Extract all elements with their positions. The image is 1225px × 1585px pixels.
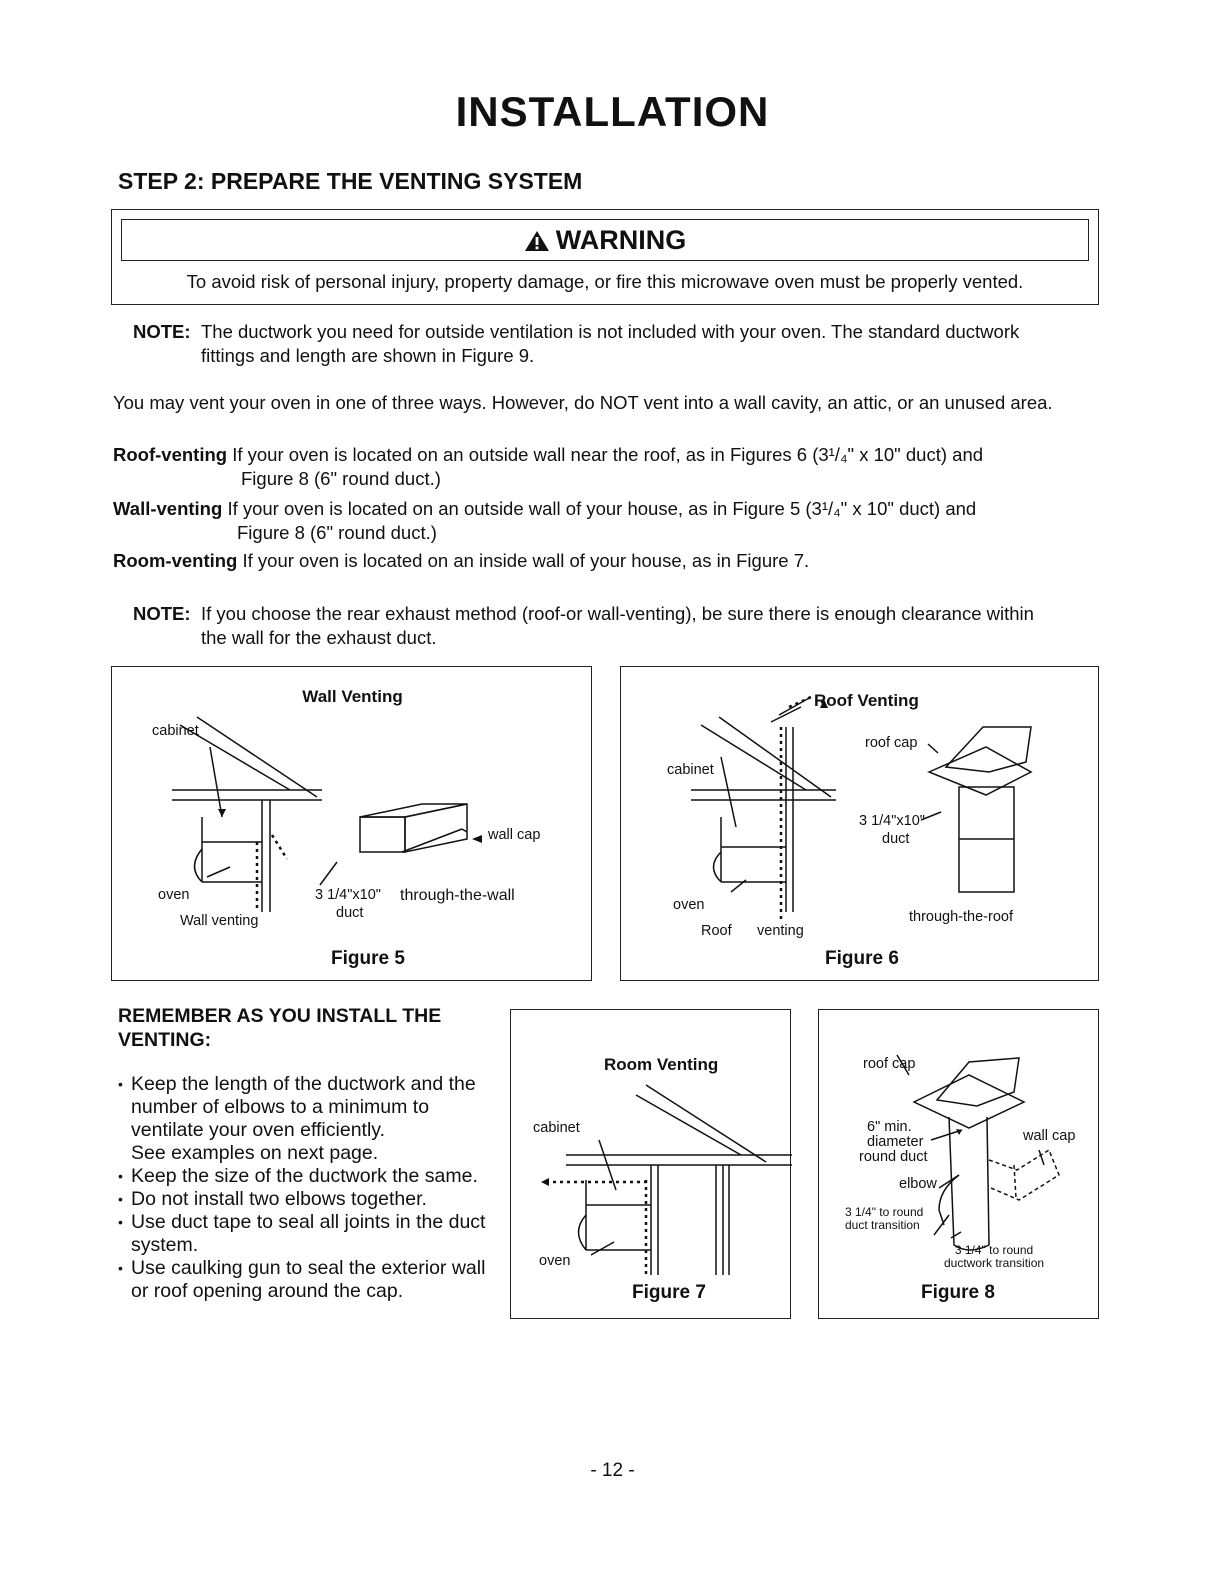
label-line: 3 1/4" to round bbox=[954, 1243, 1034, 1257]
figure-title: Room Venting bbox=[604, 1055, 719, 1074]
label-duct-size: 3 1/4"x10" bbox=[859, 813, 925, 829]
list-item-line: system. bbox=[131, 1234, 199, 1256]
figure-8-round-duct bbox=[818, 1009, 1099, 1319]
figure-5-wall-venting bbox=[111, 666, 592, 981]
figure-title: Wall Venting bbox=[302, 687, 403, 706]
label-through-the-wall: through-the-wall bbox=[400, 887, 515, 904]
label-oven: oven bbox=[539, 1253, 571, 1269]
label-cabinet: cabinet bbox=[533, 1120, 580, 1136]
label-oven: oven bbox=[673, 897, 705, 913]
list-item-line: or roof opening around the cap. bbox=[131, 1280, 404, 1302]
list-item bbox=[118, 1165, 513, 1188]
method-wall-line2: Figure 8 (6" round duct.) bbox=[237, 522, 437, 543]
label-duct: duct bbox=[336, 905, 364, 921]
label-through-the-roof: through-the-roof bbox=[909, 909, 1013, 925]
round-duct-diagram bbox=[819, 1010, 1100, 1320]
list-item bbox=[118, 1073, 513, 1165]
list-item-line: • Keep the size of the ductwork the same. bbox=[131, 1165, 478, 1187]
list-item-line: • Use caulking gun to seal the exterior wall bbox=[131, 1257, 486, 1279]
note-text-line1: The ductwork you need for outside ventilation is not included with your oven. The standard ductwork bbox=[201, 321, 1020, 342]
method-roof-line2: Figure 8 (6" round duct.) bbox=[241, 468, 441, 489]
label-roof: Roof bbox=[701, 923, 732, 939]
remember-heading bbox=[118, 1004, 441, 1052]
figure-label: Figure 5 bbox=[331, 948, 405, 969]
label-line: 3 1/4" to round bbox=[845, 1205, 924, 1219]
figure-label: Figure 7 bbox=[632, 1282, 706, 1303]
method-desc: If your oven is located on an inside wall of your house, as in Figure 7. bbox=[242, 550, 810, 571]
warning-text: To avoid risk of personal injury, property damage, or fire this microwave oven must be properly vented. bbox=[186, 271, 1024, 292]
note-label: NOTE: bbox=[133, 321, 191, 342]
method-room bbox=[113, 548, 809, 573]
label-roof-cap: roof cap bbox=[863, 1056, 916, 1072]
label-venting: venting bbox=[757, 923, 804, 939]
label-line: 6" min. bbox=[867, 1119, 912, 1135]
method-term: Roof-venting bbox=[113, 444, 228, 465]
label-wall-venting: Wall venting bbox=[180, 913, 259, 929]
label-roof-cap: roof cap bbox=[865, 735, 918, 751]
method-roof bbox=[113, 442, 983, 467]
label-round-duct bbox=[859, 1119, 928, 1165]
step-heading: STEP 2: PREPARE THE VENTING SYSTEM bbox=[118, 168, 583, 194]
warning-heading: WARNING bbox=[555, 225, 687, 255]
warning-triangle-icon bbox=[524, 230, 550, 252]
label-ductwork-transition bbox=[944, 1244, 1044, 1270]
remember-heading-line2: VENTING: bbox=[118, 1029, 212, 1051]
intro-paragraph: You may vent your oven in one of three ways. However, do NOT vent into a wall cavity, an attic, or an unused area. bbox=[113, 392, 1053, 413]
list-item-line: number of elbows to a minimum to bbox=[131, 1096, 430, 1118]
page-title: INSTALLATION bbox=[455, 88, 770, 135]
list-item bbox=[118, 1188, 513, 1211]
wall-venting-diagram bbox=[112, 667, 593, 982]
figure-label: Figure 6 bbox=[825, 948, 899, 969]
label-line: diameter bbox=[867, 1134, 924, 1150]
list-item-line: • Keep the length of the ductwork and the bbox=[131, 1073, 476, 1095]
list-item bbox=[118, 1211, 513, 1257]
page-number: - 12 - bbox=[590, 1460, 635, 1481]
label-elbow: elbow bbox=[899, 1176, 937, 1192]
label-line: duct transition bbox=[845, 1218, 920, 1232]
label-line: round duct bbox=[859, 1149, 928, 1165]
list-item bbox=[118, 1257, 513, 1303]
label-cabinet: cabinet bbox=[667, 762, 714, 778]
note-text-line2: fittings and length are shown in Figure 9. bbox=[201, 345, 535, 366]
label-duct: duct bbox=[882, 831, 910, 847]
list-item-line: See examples on next page. bbox=[131, 1142, 379, 1164]
method-desc: If your oven is located on an outside wall near the roof, as in Figures 6 (3¹/₄" x 10" duct) and bbox=[232, 444, 984, 465]
figure-7-room-venting bbox=[510, 1009, 791, 1319]
label-cabinet: cabinet bbox=[152, 723, 199, 739]
label-wall-cap: wall cap bbox=[488, 827, 541, 843]
list-item-line: • Use duct tape to seal all joints in the duct bbox=[131, 1211, 486, 1233]
method-term: Wall-venting bbox=[113, 498, 223, 519]
label-oven: oven bbox=[158, 887, 190, 903]
warning-header bbox=[121, 219, 1089, 261]
note2-text-line2: the wall for the exhaust duct. bbox=[201, 627, 437, 648]
note2-text-line1: If you choose the rear exhaust method (roof-or wall-venting), be sure there is enough clearance within bbox=[201, 603, 1034, 624]
method-term: Room-venting bbox=[113, 550, 238, 571]
list-item-line: ventilate your oven efficiently. bbox=[131, 1119, 386, 1141]
label-duct-size: 3 1/4"x10" bbox=[315, 887, 381, 903]
remember-list bbox=[118, 1073, 513, 1303]
label-line: ductwork transition bbox=[944, 1256, 1045, 1270]
list-item-line: • Do not install two elbows together. bbox=[131, 1188, 427, 1210]
label-wall-cap: wall cap bbox=[1023, 1128, 1076, 1144]
label-duct-transition bbox=[845, 1206, 923, 1232]
note2-label: NOTE: bbox=[133, 603, 191, 624]
figure-6-roof-venting bbox=[620, 666, 1099, 981]
figure-title: Roof Venting bbox=[814, 691, 919, 710]
method-wall bbox=[113, 496, 976, 521]
figure-label: Figure 8 bbox=[921, 1282, 995, 1303]
method-desc: If your oven is located on an outside wall of your house, as in Figure 5 (3¹/₄" x 10" duct) and bbox=[227, 498, 977, 519]
remember-heading-line1: REMEMBER AS YOU INSTALL THE bbox=[118, 1005, 442, 1027]
